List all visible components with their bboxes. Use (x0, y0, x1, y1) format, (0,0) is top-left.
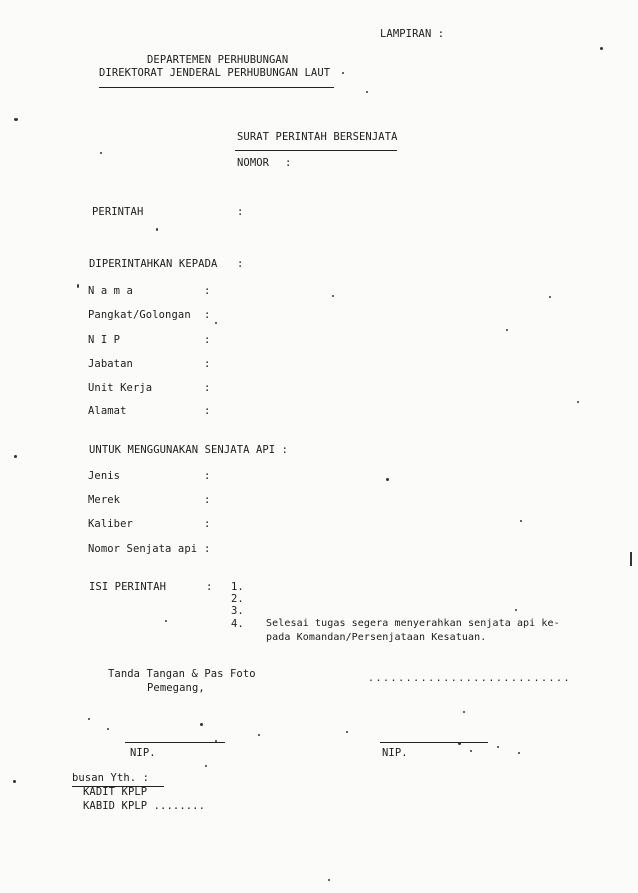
signature-line-left (125, 742, 225, 743)
title-underline (235, 150, 397, 151)
nip-left-label: NIP. (130, 747, 156, 759)
field-jabatan-colon: : (204, 358, 211, 370)
field-nomor-senjata-label: Nomor Senjata api (88, 543, 198, 555)
field-jenis-colon: : (204, 470, 211, 482)
tembusan-item-1: KADIT KPLP (83, 786, 148, 798)
perintah-colon: : (237, 206, 244, 218)
perintah-label: PERINTAH (92, 206, 144, 218)
field-pangkat-colon: : (204, 309, 211, 321)
signature-line-right (380, 742, 488, 743)
isi-item-2-number: 2. (231, 593, 244, 605)
isi-item-4-text: Selesai tugas segera menyerahkan senjata api ke- (266, 618, 560, 629)
tanda-tangan-label: Tanda Tangan & Pas Foto (108, 668, 256, 680)
tembusan-label: busan Yth. : (72, 772, 150, 784)
field-nip-label: N I P (88, 334, 121, 346)
nip-right-label: NIP. (382, 747, 408, 759)
pemegang-label: Pemegang, (147, 682, 205, 694)
nomor-label: NOMOR (237, 157, 270, 169)
field-nama-colon: : (204, 285, 211, 297)
diperintahkan-label: DIPERINTAHKAN KEPADA (89, 258, 218, 270)
isi-item-4-text-continued: pada Komandan/Persenjataan Kesatuan. (266, 632, 487, 643)
lampiran-label: LAMPIRAN : (380, 28, 445, 40)
isi-item-3-number: 3. (231, 605, 244, 617)
field-alamat-colon: : (204, 405, 211, 417)
field-jabatan-label: Jabatan (88, 358, 133, 370)
header-underline (99, 87, 334, 88)
senjata-section-label: UNTUK MENGGUNAKAN SENJATA API : (89, 444, 289, 456)
isi-item-1-number: 1. (231, 581, 244, 593)
field-unit-kerja-label: Unit Kerja (88, 382, 153, 394)
field-kaliber-label: Kaliber (88, 518, 133, 530)
diperintahkan-colon: : (237, 258, 244, 270)
field-jenis-label: Jenis (88, 470, 121, 482)
department-name: DEPARTEMEN PERHUBUNGAN (147, 54, 289, 66)
directorate-name: DIREKTORAT JENDERAL PERHUBUNGAN LAUT (99, 67, 331, 79)
field-nomor-senjata-colon: : (204, 543, 211, 555)
tembusan-item-2: KABID KPLP ........ (83, 800, 206, 812)
field-nama-label: N a m a (88, 285, 133, 297)
nomor-colon: : (285, 157, 292, 169)
field-merek-label: Merek (88, 494, 121, 506)
signature-dotted-line: ........................... (368, 673, 572, 684)
isi-perintah-colon: : (206, 581, 213, 593)
field-unit-kerja-colon: : (204, 382, 211, 394)
isi-perintah-label: ISI PERINTAH (89, 581, 167, 593)
document-title: SURAT PERINTAH BERSENJATA (237, 131, 398, 143)
isi-item-4-number: 4. (231, 618, 244, 630)
field-kaliber-colon: : (204, 518, 211, 530)
field-alamat-label: Alamat (88, 405, 127, 417)
field-merek-colon: : (204, 494, 211, 506)
field-nip-colon: : (204, 334, 211, 346)
field-pangkat-label: Pangkat/Golongan (88, 309, 191, 321)
